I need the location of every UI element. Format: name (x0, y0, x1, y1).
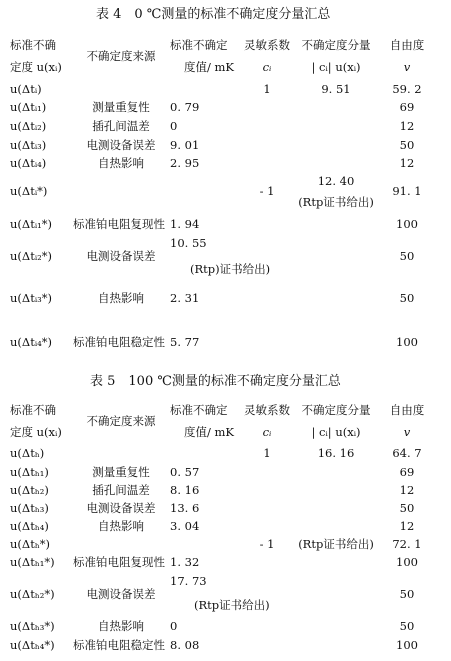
header-sensitivity-symbol: cᵢ (262, 60, 272, 74)
header-std-value-unit: 度值/ mK (184, 425, 235, 439)
row-source: 标准铂电阻稳定性 (73, 638, 165, 652)
row-value-note: (Rtp)证书给出) (190, 262, 271, 276)
row-component: (Rtp证书给出) (298, 537, 374, 551)
row-sensitivity: 1 (263, 82, 271, 96)
row-source: 测量重复性 (92, 465, 150, 479)
row-value: 0. 57 (170, 465, 200, 479)
row-dof: 100 (396, 638, 418, 652)
header-dof-symbol: v (403, 425, 411, 439)
row-symbol: u(Δtᵢ) (10, 82, 42, 96)
row-dof: 100 (396, 555, 418, 569)
row-value: 0. 79 (170, 100, 200, 114)
row-component: 12. 40 (317, 174, 355, 188)
row-value: 8. 16 (170, 483, 200, 497)
row-value: 1. 94 (170, 217, 200, 231)
row-dof: 64. 7 (392, 446, 422, 460)
row-source: 自热影响 (98, 519, 144, 533)
row-value: 9. 01 (170, 138, 200, 152)
row-sensitivity: - 1 (259, 184, 275, 198)
row-symbol: u(Δtₕ₄) (10, 519, 49, 533)
row-symbol: u(Δtₕ₂) (10, 483, 49, 497)
header-source: 不确定度来源 (86, 414, 156, 428)
row-source: 测量重复性 (92, 100, 150, 114)
header-component: 不确定度分量 (301, 403, 371, 417)
row-source: 自热影响 (98, 291, 144, 305)
row-symbol: u(Δtₕ₁*) (10, 555, 55, 569)
row-value: 13. 6 (170, 501, 200, 515)
row-value: 0 (170, 619, 178, 633)
row-dof: 50 (399, 291, 415, 305)
row-symbol: u(Δtₕ₃*) (10, 619, 55, 633)
row-value: 3. 04 (170, 519, 200, 533)
row-symbol: u(Δtᵢ₄*) (10, 335, 52, 349)
row-dof: 50 (399, 138, 415, 152)
header-std-uncertainty: 标准不确 (10, 403, 56, 417)
row-dof: 69 (399, 465, 415, 479)
row-component-note: (Rtp证书给出) (298, 195, 374, 209)
row-source: 插孔间温差 (92, 119, 150, 133)
row-value: 10. 55 (170, 236, 207, 250)
header-component: 不确定度分量 (301, 38, 371, 52)
row-dof: 12 (399, 483, 415, 497)
row-dof: 59. 2 (392, 82, 422, 96)
header-sensitivity: 灵敏系数 (244, 403, 290, 417)
row-dof: 72. 1 (392, 537, 422, 551)
table-5-caption: 表 5 100 ℃测量的标准不确定度分量汇总 (90, 374, 341, 389)
row-symbol: u(Δtₕ) (10, 446, 45, 460)
row-symbol: u(Δtᵢ₃) (10, 138, 47, 152)
row-dof: 50 (399, 587, 415, 601)
header-sensitivity-symbol: cᵢ (262, 425, 272, 439)
row-source: 插孔间温差 (92, 483, 150, 497)
row-symbol: u(Δtₕ₄*) (10, 638, 55, 652)
row-sensitivity: 1 (263, 446, 271, 460)
row-source: 电测设备误差 (86, 249, 156, 263)
row-value: 8. 08 (170, 638, 200, 652)
row-source: 标准铂电阻稳定性 (73, 335, 165, 349)
header-source: 不确定度来源 (86, 49, 156, 63)
row-dof: 50 (399, 501, 415, 515)
row-symbol: u(Δtₕ₃) (10, 501, 49, 515)
row-symbol: u(Δtᵢ*) (10, 184, 48, 198)
row-symbol: u(Δtᵢ₁*) (10, 217, 52, 231)
row-dof: 50 (399, 619, 415, 633)
row-value: 2. 95 (170, 156, 200, 170)
row-source: 自热影响 (98, 156, 144, 170)
header-sensitivity: 灵敏系数 (244, 38, 290, 52)
row-dof: 12 (399, 519, 415, 533)
row-dof: 69 (399, 100, 415, 114)
header-dof: 自由度 (389, 403, 425, 417)
header-dof-symbol: v (403, 60, 411, 74)
row-value: 1. 32 (170, 555, 200, 569)
row-symbol: u(Δtᵢ₂*) (10, 249, 52, 263)
row-value-note: (Rtp证书给出) (194, 598, 270, 612)
row-dof: 100 (396, 335, 418, 349)
row-source: 自热影响 (98, 619, 144, 633)
header-std-uncertainty-symbol: 定度 u(xᵢ) (10, 425, 62, 439)
row-component: 16. 16 (317, 446, 355, 460)
row-value: 5. 77 (170, 335, 200, 349)
row-dof: 91. 1 (392, 184, 422, 198)
row-dof: 12 (399, 119, 415, 133)
header-dof: 自由度 (389, 38, 425, 52)
header-std-uncertainty-symbol: 定度 u(xᵢ) (10, 60, 62, 74)
row-symbol: u(Δtₕ₂*) (10, 587, 55, 601)
row-symbol: u(Δtᵢ₃*) (10, 291, 52, 305)
row-source: 电测设备误差 (86, 587, 156, 601)
row-source: 标准铂电阻复现性 (73, 217, 165, 231)
header-std-uncertainty: 标准不确 (10, 38, 56, 52)
row-sensitivity: - 1 (259, 537, 275, 551)
header-std-value-unit: 度值/ mK (184, 60, 235, 74)
row-value: 2. 31 (170, 291, 200, 305)
row-source: 电测设备误差 (86, 501, 156, 515)
header-component-symbol: | cᵢ| u(xᵢ) (311, 425, 361, 439)
row-symbol: u(Δtᵢ₁) (10, 100, 47, 114)
row-component: 9. 51 (321, 82, 351, 96)
header-std-value: 标准不确定 (170, 38, 228, 52)
row-dof: 100 (396, 217, 418, 231)
row-source: 电测设备误差 (86, 138, 156, 152)
table-4-caption: 表 4 0 ℃测量的标准不确定度分量汇总 (96, 7, 331, 22)
row-value: 0 (170, 119, 178, 133)
row-symbol: u(Δtₕ*) (10, 537, 51, 551)
row-dof: 50 (399, 249, 415, 263)
row-dof: 12 (399, 156, 415, 170)
row-symbol: u(Δtᵢ₂) (10, 119, 47, 133)
row-source: 标准铂电阻复现性 (73, 555, 165, 569)
header-component-symbol: | cᵢ| u(xᵢ) (311, 60, 361, 74)
row-value: 17. 73 (170, 574, 207, 588)
row-symbol: u(Δtᵢ₄) (10, 156, 47, 170)
row-symbol: u(Δtₕ₁) (10, 465, 49, 479)
header-std-value: 标准不确定 (170, 403, 228, 417)
